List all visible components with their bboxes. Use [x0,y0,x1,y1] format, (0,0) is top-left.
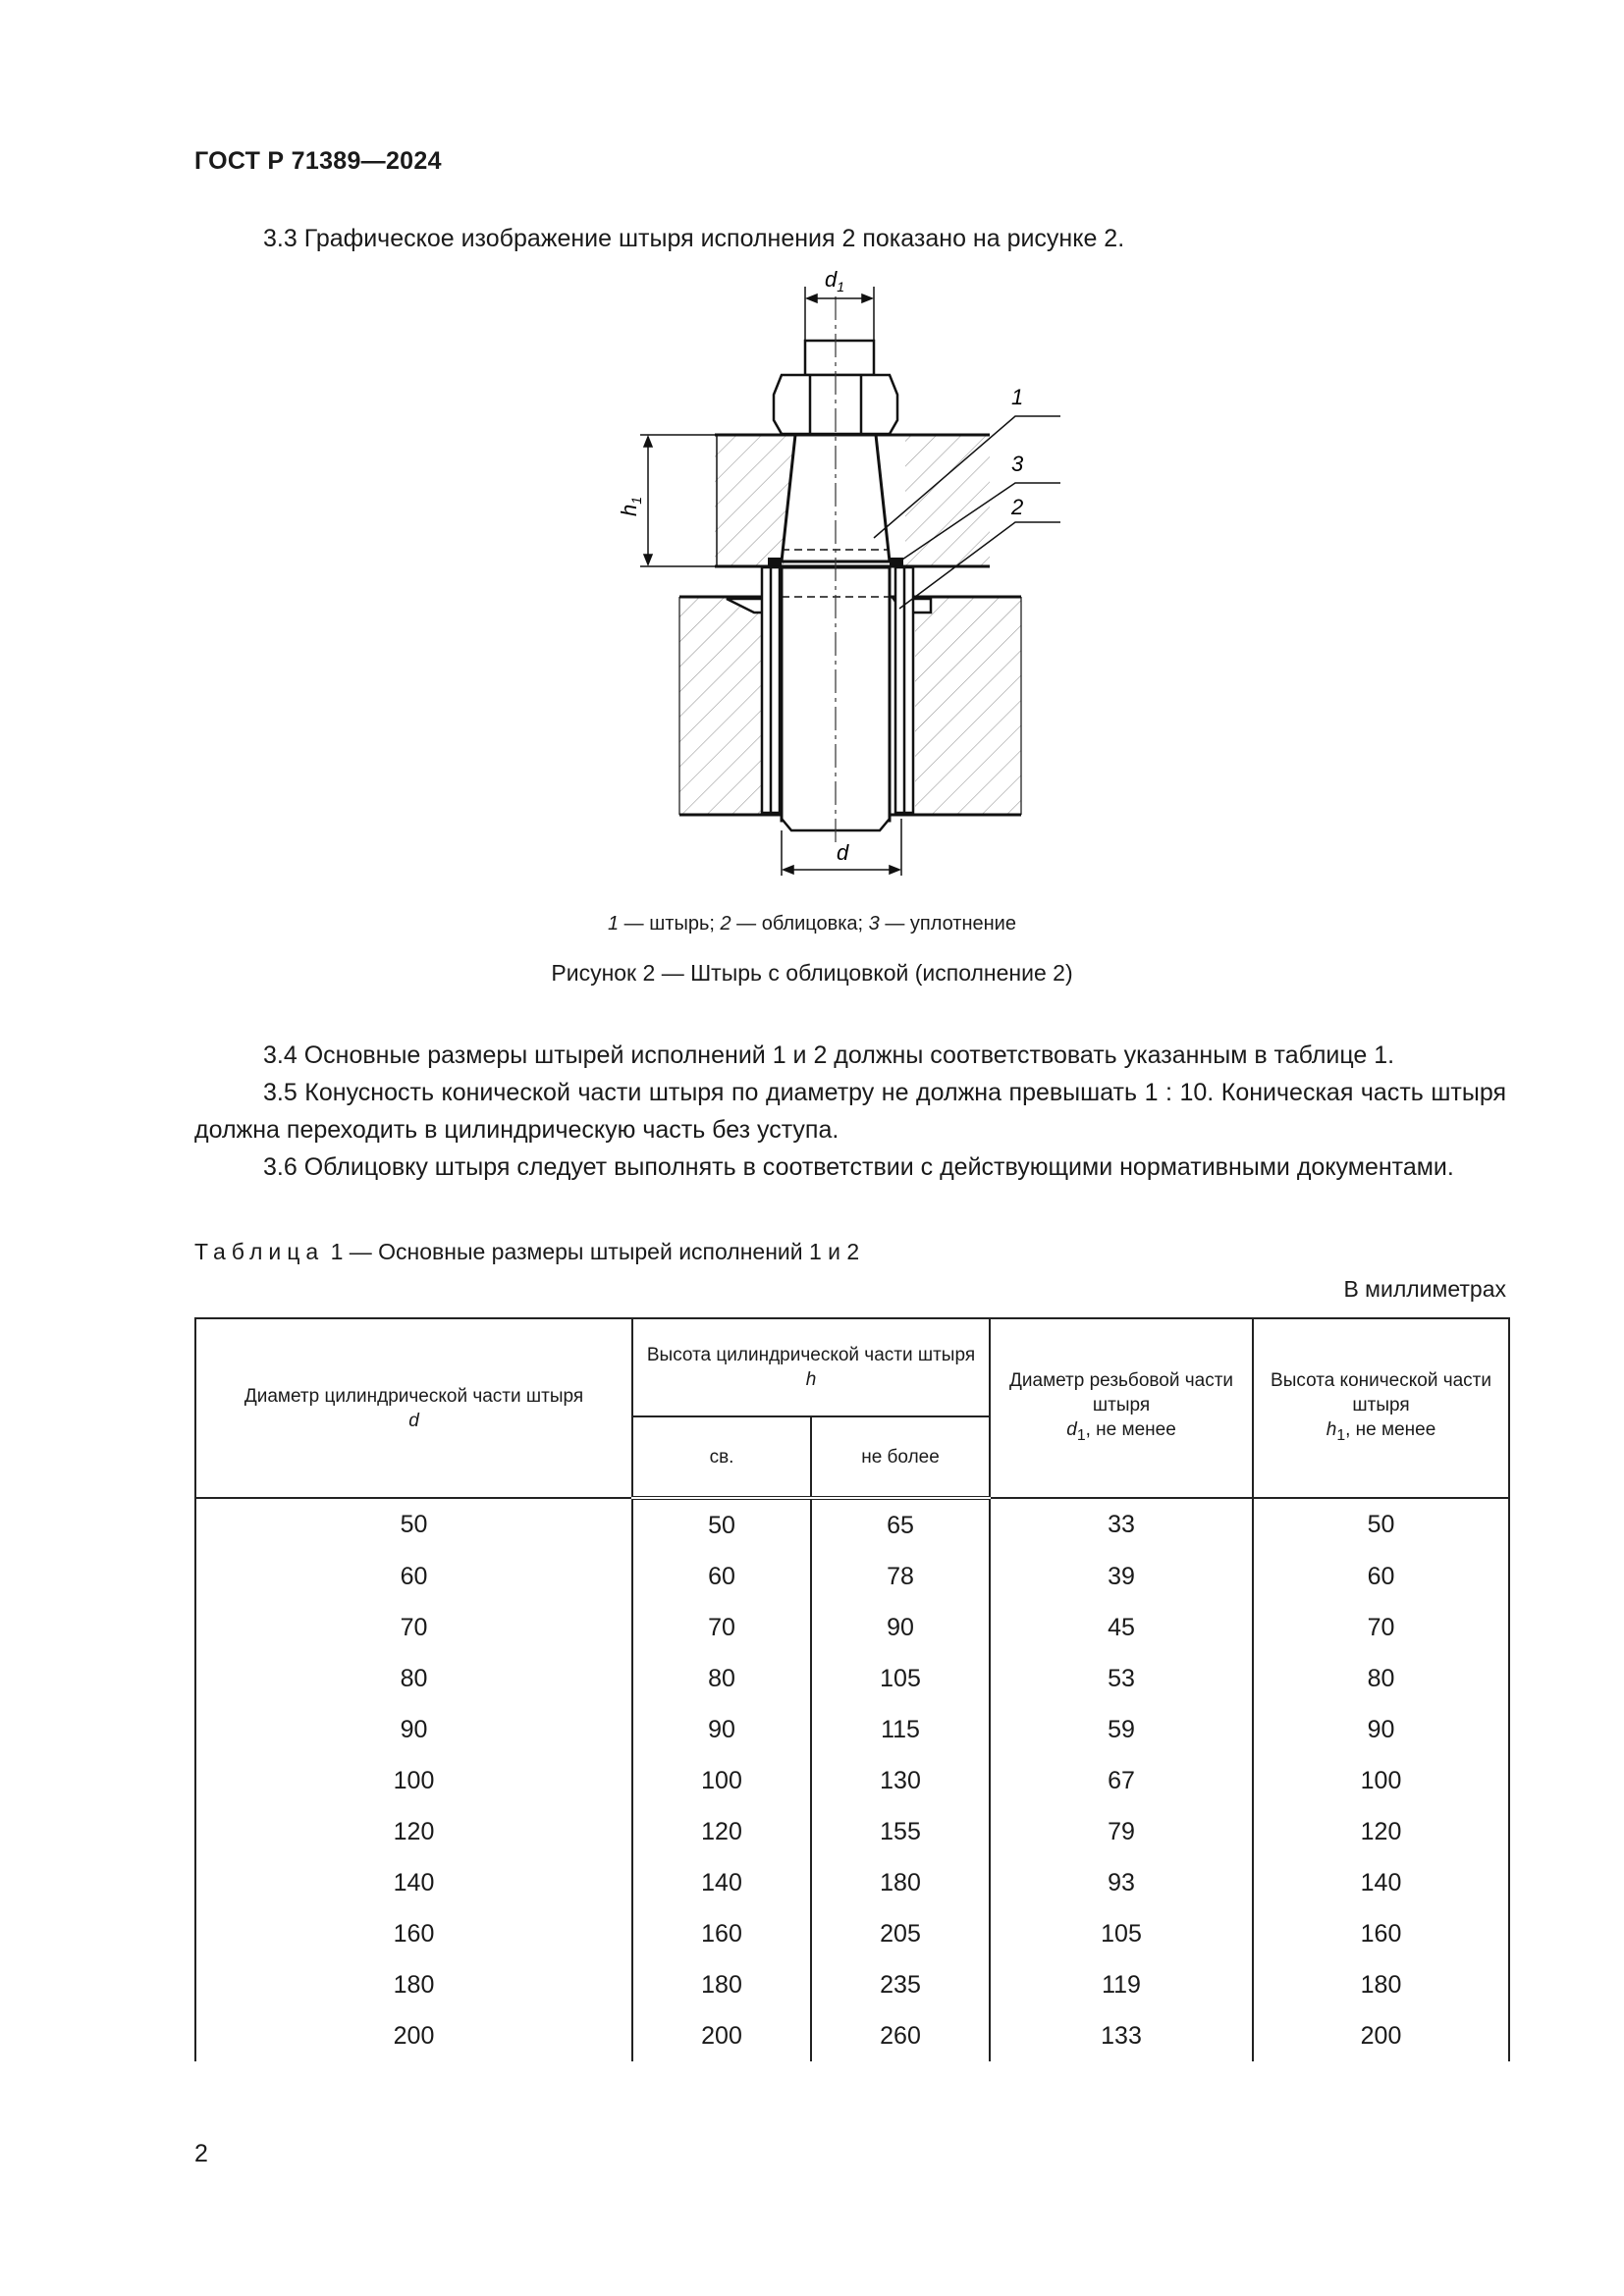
leader-label-1: 1 [1011,385,1024,409]
paragraph-3-3: 3.3 Графическое изображение штыря исполнения 2 показано на рисунке 2. [263,225,1125,252]
table-row [195,1908,1509,1959]
dimension-h1-label: $h_1$ [617,496,644,516]
header-height-over: св. [632,1416,811,1498]
table-cell: 70 [1253,1602,1509,1653]
dimension-d1-label: $d_1$ [825,267,845,294]
paragraph-3-5: 3.5 Конусность конической части штыря по диаметру не должна превышать 1 : 10. Коническая часть штыря должна переходить в цилиндрическую часть без уступа. [194,1079,1506,1144]
table-row [195,1551,1509,1602]
table-cell: 140 [1253,1857,1509,1908]
header-thread-diameter: Диаметр резьбовой части штыря $d_1$, не менее [990,1318,1253,1498]
dimension-d1 [805,287,874,341]
table-cell: 60 [195,1551,632,1602]
table-cell: 100 [1253,1755,1509,1806]
page-number: 2 [194,2140,208,2167]
table-cell: 180 [811,1857,990,1908]
table-cell: 115 [811,1704,990,1755]
header-cone-height: Высота конической части штыря $h_1$, не менее [1253,1318,1509,1498]
table-cell: 160 [1253,1908,1509,1959]
leader-label-2: 2 [1011,495,1024,519]
table-cell: 39 [990,1551,1253,1602]
table-cell: 70 [195,1602,632,1653]
table-row [195,1857,1509,1908]
table-row [195,1704,1509,1755]
legend-num-2: 2 [720,913,731,934]
table-cell: 140 [632,1857,811,1908]
table-cell: 80 [1253,1653,1509,1704]
table-cell: 120 [195,1806,632,1857]
dimension-d-label: d [837,840,849,865]
table-cell: 180 [195,1959,632,2010]
legend-num-3: 3 [868,913,880,934]
paragraph-3-6: 3.6 Облицовку штыря следует выполнять в соответствии с действующими нормативными документами. [263,1153,1454,1181]
header-cylinder-height: Высота цилиндрической части штыря h [632,1318,990,1416]
table-cell: 93 [990,1857,1253,1908]
table-cell: 160 [195,1908,632,1959]
table-cell: 90 [632,1704,811,1755]
table-cell: 60 [1253,1551,1509,1602]
table-cell: 120 [632,1806,811,1857]
legend-text-3: — уплотнение [879,913,1016,934]
table-body [195,1498,1509,2061]
header-height-max: не более [811,1416,990,1498]
table-cell: 140 [195,1857,632,1908]
table-cell: 53 [990,1653,1253,1704]
table-title-text: 1 — Основные размеры штырей исполнений 1 и 2 [324,1239,860,1264]
table-cell: 67 [990,1755,1253,1806]
dimension-h1 [640,435,715,566]
table-cell: 60 [632,1551,811,1602]
table-cell: 180 [632,1959,811,2010]
table-row [195,1806,1509,1857]
table-cell: 80 [632,1653,811,1704]
table-cell: 100 [632,1755,811,1806]
table-title [194,1239,859,1265]
table-cell: 180 [1253,1959,1509,2010]
table-cell: 59 [990,1704,1253,1755]
legend-num-1: 1 [608,913,620,934]
table-row [195,1959,1509,2010]
legend-text-2: — облицовка; [731,913,869,934]
table-cell: 205 [811,1908,990,1959]
table-cell: 90 [195,1704,632,1755]
table-cell: 70 [632,1602,811,1653]
table-cell: 45 [990,1602,1253,1653]
table-cell: 80 [195,1653,632,1704]
table-cell: 200 [632,2010,811,2061]
table-cell: 33 [990,1498,1253,1551]
table-cell: 50 [1253,1498,1509,1551]
table-title-word: Таблица [194,1239,325,1264]
table-cell: 200 [195,2010,632,2061]
legend-text-1: — штырь; [619,913,721,934]
table-cell: 235 [811,1959,990,2010]
dimensions-table [194,1317,1510,2061]
table-row [195,1755,1509,1806]
table-row [195,1602,1509,1653]
document-header: ГОСТ Р 71389—2024 [194,147,442,175]
table-cell: 78 [811,1551,990,1602]
table-cell: 119 [990,1959,1253,2010]
table-cell: 133 [990,2010,1253,2061]
table-row [195,1653,1509,1704]
table-row [195,2010,1509,2061]
table-cell: 79 [990,1806,1253,1857]
table-cell: 260 [811,2010,990,2061]
table-units: В миллиметрах [1343,1276,1506,1302]
table-cell: 105 [990,1908,1253,1959]
table-cell: 65 [811,1498,990,1551]
table-cell: 155 [811,1806,990,1857]
leader-label-3: 3 [1011,452,1024,476]
header-cylinder-diameter: Диаметр цилиндрической части штыря d [195,1318,632,1498]
table-cell: 50 [195,1498,632,1551]
table-cell: 90 [1253,1704,1509,1755]
table-cell: 50 [632,1498,811,1551]
figure-legend [0,913,1624,935]
table-cell: 130 [811,1755,990,1806]
table-cell: 120 [1253,1806,1509,1857]
table-cell: 105 [811,1653,990,1704]
figure-caption: Рисунок 2 — Штырь с облицовкой (исполнение 2) [551,960,1073,986]
table-row [195,1498,1509,1551]
table-cell: 90 [811,1602,990,1653]
figure-2-drawing [589,257,1060,905]
table-cell: 100 [195,1755,632,1806]
table-cell: 160 [632,1908,811,1959]
table-cell: 200 [1253,2010,1509,2061]
paragraph-3-4: 3.4 Основные размеры штырей исполнений 1 и 2 должны соответствовать указанным в таблице 1. [263,1041,1395,1069]
